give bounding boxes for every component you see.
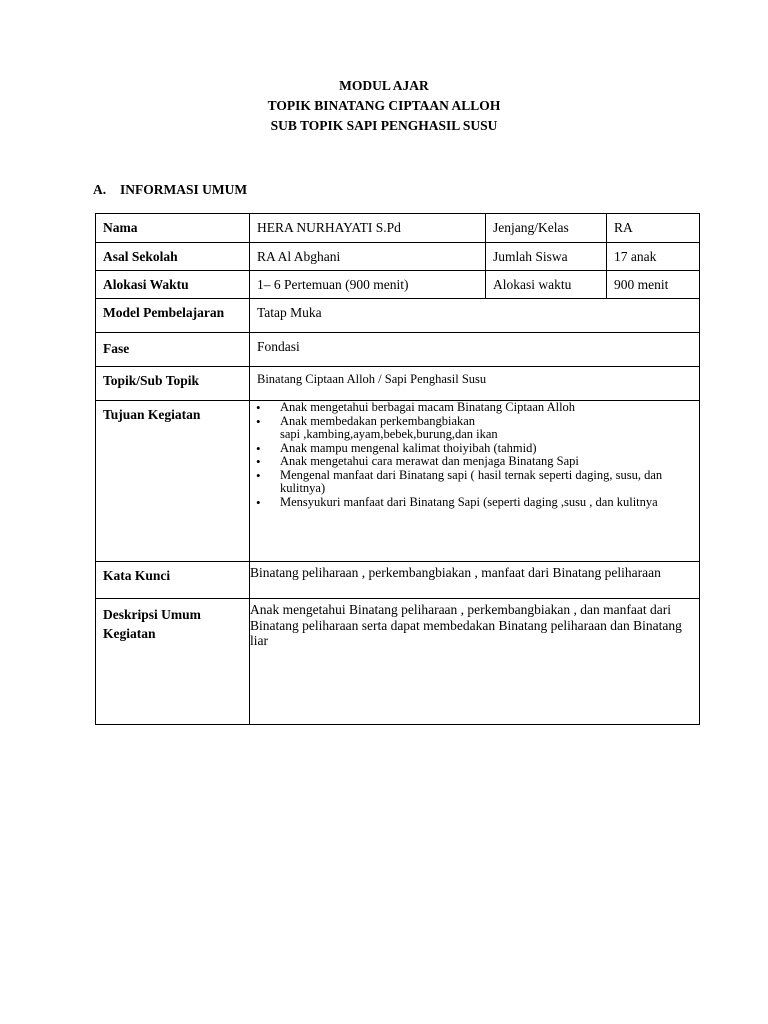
label-nama: Nama (96, 214, 250, 243)
label-tujuan-kegiatan: Tujuan Kegiatan (96, 401, 250, 562)
table-row (96, 599, 700, 725)
value-jumlah-siswa: 17 anak (607, 243, 700, 271)
list-item (280, 455, 699, 469)
label-alokasi-waktu-2: Alokasi waktu (486, 271, 607, 299)
list-item (280, 401, 699, 415)
list-item (280, 496, 699, 510)
goal-text: Anak mengetahui cara merawat dan menjaga Binatang Sapi (280, 454, 579, 468)
value-jenjang: RA (607, 214, 700, 243)
list-item (280, 469, 699, 496)
table-row (96, 299, 700, 333)
value-alokasi-waktu-2: 900 menit (607, 271, 700, 299)
table-row (96, 333, 700, 367)
table-row (96, 271, 700, 299)
goal-text: Mengenal manfaat dari Binatang sapi ( hasil ternak seperti daging, susu, dan kulitnya) (280, 467, 663, 495)
label-alokasi-waktu: Alokasi Waktu (96, 271, 250, 299)
table-row (96, 243, 700, 271)
value-alokasi-waktu: 1– 6 Pertemuan (900 menit) (250, 271, 486, 299)
value-nama: HERA NURHAYATI S.Pd (250, 214, 486, 243)
list-item (280, 442, 699, 456)
label-kata-kunci: Kata Kunci (96, 562, 250, 599)
value-model-pembelajaran: Tatap Muka (250, 299, 700, 333)
section-title: INFORMASI UMUM (120, 182, 248, 197)
value-asal-sekolah: RA Al Abghani (250, 243, 486, 271)
goal-text: Anak mampu mengenal kalimat thoiyibah (tahmid) (280, 440, 537, 455)
goal-text-continued: sapi ,kambing,ayam,bebek,burung,dan ikan (280, 427, 498, 441)
info-table (95, 213, 700, 725)
label-topik: Topik/Sub Topik (96, 367, 250, 401)
label-deskripsi-line-2: Kegiatan (103, 626, 156, 641)
label-deskripsi-line-1: Deskripsi Umum (103, 607, 201, 622)
label-model-pembelajaran: Model Pembelajaran (96, 299, 250, 333)
section-number: A. (93, 182, 107, 197)
table-row (96, 367, 700, 401)
label-asal-sekolah: Asal Sekolah (96, 243, 250, 271)
title-line-2: TOPIK BINATANG CIPTAAN ALLOH (267, 98, 501, 113)
value-deskripsi-umum: Anak mengetahui Binatang peliharaan , perkembangbiakan , dan manfaat dari Binatang peliharaan serta dapat membedakan Binatang peliharaan dan Binatang liar (250, 599, 700, 725)
label-deskripsi-umum (96, 599, 250, 725)
value-fase: Fondasi (250, 333, 700, 367)
label-jenjang: Jenjang/Kelas (486, 214, 607, 243)
table-row (96, 214, 700, 243)
document-title (0, 76, 768, 136)
list-item (280, 415, 699, 442)
section-heading (93, 182, 247, 198)
table-row (96, 562, 700, 599)
title-line-3: SUB TOPIK SAPI PENGHASIL SUSU (270, 118, 498, 133)
goal-text: Anak membedakan perkembangbiakan (280, 413, 476, 428)
table-row (96, 401, 700, 562)
label-jumlah-siswa: Jumlah Siswa (486, 243, 607, 271)
goal-text: Anak mengetahui berbagai macam Binatang Ciptaan Alloh (280, 400, 576, 414)
value-tujuan-kegiatan (250, 401, 700, 562)
label-fase: Fase (96, 333, 250, 367)
goals-list (250, 401, 699, 509)
goal-text: Mensyukuri manfaat dari Binatang Sapi (seperti daging ,susu , dan kulitnya (280, 494, 658, 509)
value-kata-kunci: Binatang peliharaan , perkembangbiakan , manfaat dari Binatang peliharaan (250, 562, 700, 599)
value-topik: Binatang Ciptaan Alloh / Sapi Penghasil Susu (250, 367, 700, 401)
title-line-1: MODUL AJAR (339, 78, 429, 93)
